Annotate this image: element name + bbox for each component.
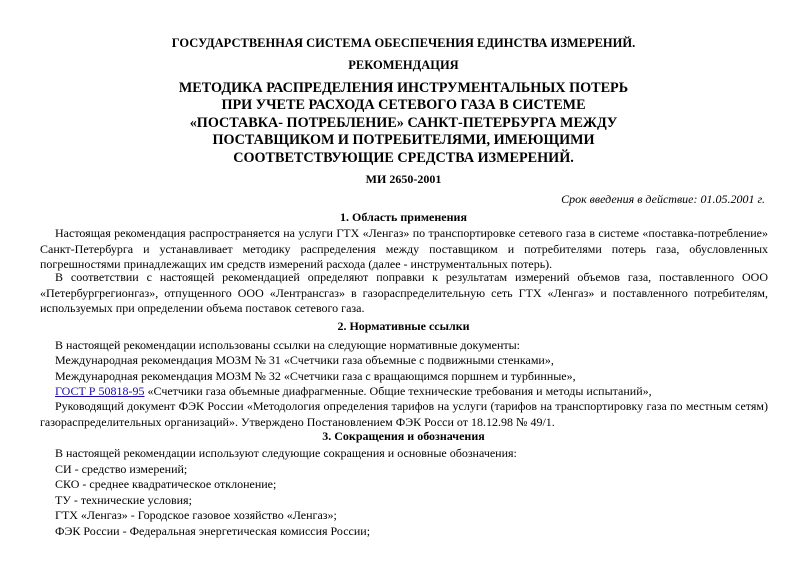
system-header: ГОСУДАРСТВЕННАЯ СИСТЕМА ОБЕСПЕЧЕНИЯ ЕДИНСТВА ИЗМЕРЕНИЙ. (171, 36, 636, 50)
title-line: СООТВЕТСТВУЮЩИЕ СРЕДСТВА ИЗМЕРЕНИЙ. (233, 149, 574, 166)
section-3-title: 3. Сокращения и обозначения (322, 429, 485, 443)
reference-item: Международная рекомендация МОЗМ № 31 «Счетчики газа объемные с подвижными стенками», (55, 353, 554, 367)
abbreviation-item: ФЭК России - Федеральная энергетическая комиссия России; (55, 524, 371, 538)
section-1-paragraph-1: Настоящая рекомендация распространяется на услуги ГТХ «Ленгаз» по транспортировке сетевого газа в системе «поставка-потребление» Санкт-Петербурга и устанавливает методику распределения между поставщиком и потребителями потерь газа, обусловленных погрешностями принадлежащих им средств измерений расхода (далее - инструментальных потерь). (40, 226, 768, 272)
document-number: МИ 2650-2001 (365, 172, 442, 186)
abbreviation-item: СКО - среднее квадратическое отклонение; (55, 477, 277, 491)
effective-date: Срок введения в действие: 01.05.2001 г. (561, 192, 765, 206)
title-line: ПРИ УЧЕТЕ РАСХОДА СЕТЕВОГО ГАЗА В СИСТЕМЕ (221, 97, 586, 114)
reference-item (55, 384, 652, 399)
title-line: МЕТОДИКА РАСПРЕДЕЛЕНИЯ ИНСТРУМЕНТАЛЬНЫХ ПОТЕРЬ (178, 80, 629, 96)
section-2-title: 2. Нормативные ссылки (337, 319, 470, 333)
document-title (0, 80, 807, 167)
abbreviation-item: СИ - средство измерений; (55, 462, 188, 476)
section-2-intro: В настоящей рекомендации использованы ссылки на следующие нормативные документы: (55, 338, 521, 352)
abbreviation-item: ТУ - технические условия; (55, 493, 192, 507)
abbreviation-item: ГТХ «Ленгаз» - Городское газовое хозяйство «Ленгаз»; (55, 508, 337, 522)
title-line: «ПОСТАВКА- ПОТРЕБЛЕНИЕ» САНКТ-ПЕТЕРБУРГА МЕЖДУ (189, 114, 618, 131)
reference-item: Международная рекомендация МОЗМ № 32 «Счетчики газа с вращающимся поршнем и турбинные», (55, 369, 576, 383)
reference-item: Руководящий документ ФЭК России «Методология определения тарифов на услуги (тарифов на транспортировку газа по местным сетям) газораспределительных организаций». Утверждено Постановлением ФЭК Росси от 18.12.98 № 49/1. (40, 399, 768, 429)
title-line: ПОСТАВЩИКОМ И ПОТРЕБИТЕЛЯМИ, ИМЕЮЩИМИ (212, 132, 595, 149)
doc-type-header: РЕКОМЕНДАЦИЯ (348, 58, 459, 72)
section-3-intro: В настоящей рекомендации используют следующие сокращения и основные обозначения: (55, 446, 517, 460)
section-1-paragraph-2: В соответствии с настоящей рекомендацией определяют поправки к результатам измерений объемов газа, поставленного ООО «Петербургрегионгаз», отпущенного ООО «Лентрансгаз» в газораспределительную сеть ГТХ «Ленгаз» и поставленного потребителям, используемых при определении объема поставок сетевого газа. (40, 270, 768, 316)
gost-link[interactable]: ГОСТ Р 50818-95 (55, 384, 145, 398)
reference-text: «Счетчики газа объемные диафрагменные. Общие технические требования и методы испытаний», (144, 384, 652, 398)
section-1-title: 1. Область применения (340, 210, 467, 224)
